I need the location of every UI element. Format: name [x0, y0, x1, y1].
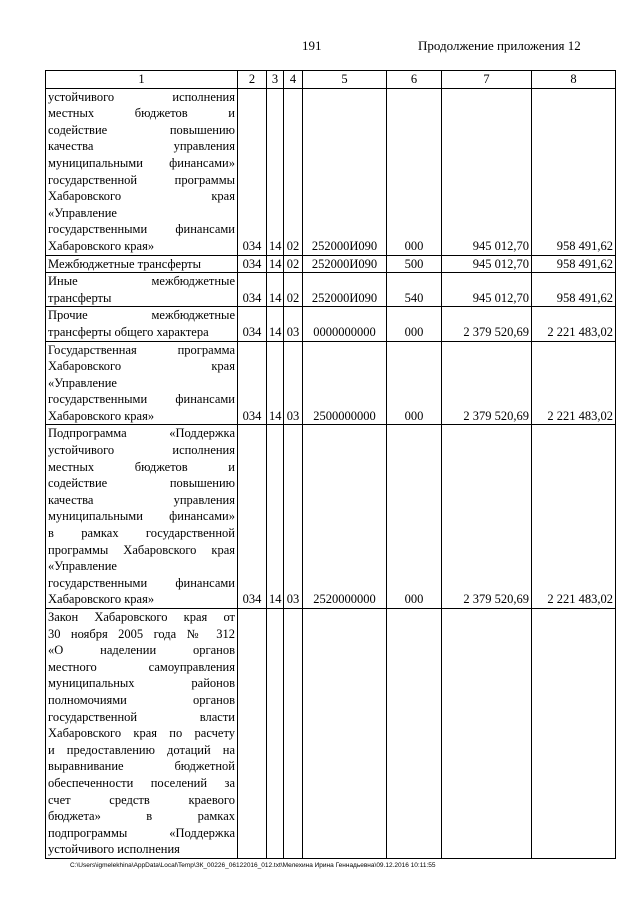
description-line: государственной власти — [48, 709, 235, 724]
description-line: качества управления — [48, 492, 235, 507]
code-glava: 034 — [238, 255, 267, 273]
column-header: 5 — [303, 71, 387, 89]
description-line: содействие повышению — [48, 122, 235, 137]
description-line: Хабаровского края» — [48, 408, 155, 423]
code-target-article: 252000И090 — [303, 88, 387, 255]
description-line: Прочие межбюджетные — [48, 308, 235, 323]
description-line: «Управление — [48, 375, 117, 390]
code-target-article — [303, 609, 387, 859]
table-row — [46, 255, 616, 273]
table-row — [46, 273, 616, 307]
description-line: Межбюджетные трансферты — [48, 256, 202, 271]
amount-year-1: 2 379 520,69 — [442, 425, 532, 609]
budget-table — [45, 70, 616, 859]
code-glava: 034 — [238, 341, 267, 425]
appendix-continuation-note: Продолжение приложения 12 — [418, 38, 581, 53]
description-line: государственными финансами — [48, 575, 235, 590]
description-line: трансферты — [48, 290, 112, 305]
file-path-footer: C:\Users\igmelekhina\AppData\Local\Temp\ЗК_00226_06122016_012.txt\Мелехина Ирина Геннадьевна\09.12.2016 10:11:55 — [70, 862, 436, 869]
description-line: «Управление — [48, 205, 117, 220]
description-line: 30 ноября 2005 года № 312 — [48, 626, 235, 641]
code-expense-type: 000 — [387, 341, 442, 425]
row-description — [46, 341, 238, 425]
column-header: 7 — [442, 71, 532, 89]
row-description — [46, 425, 238, 609]
code-glava: 034 — [238, 425, 267, 609]
code-expense-type: 000 — [387, 425, 442, 609]
amount-year-2: 958 491,62 — [532, 255, 616, 273]
amount-year-1: 945 012,70 — [442, 273, 532, 307]
table-row — [46, 609, 616, 859]
description-line: Хабаровского края — [48, 359, 235, 374]
code-subsection: 03 — [284, 425, 303, 609]
description-line: трансферты общего характера — [48, 324, 209, 339]
description-line: местных бюджетов и — [48, 106, 235, 121]
code-target-article: 2520000000 — [303, 425, 387, 609]
description-line: подпрограммы «Поддержка — [48, 825, 235, 840]
code-expense-type: 540 — [387, 273, 442, 307]
code-subsection — [284, 609, 303, 859]
description-line: Хабаровского края — [48, 189, 235, 204]
description-line: муниципальными финансами» — [48, 155, 235, 170]
code-section: 14 — [267, 341, 284, 425]
description-line: полномочиями органов — [48, 692, 235, 707]
description-line: выравнивание бюджетной — [48, 759, 235, 774]
description-line: качества управления — [48, 139, 235, 154]
amount-year-2: 958 491,62 — [532, 273, 616, 307]
table-row — [46, 88, 616, 255]
row-description — [46, 609, 238, 859]
table-header-row — [46, 71, 616, 89]
description-line: муниципальными финансами» — [48, 509, 235, 524]
code-expense-type — [387, 609, 442, 859]
code-glava: 034 — [238, 88, 267, 255]
description-line: Хабаровского края» — [48, 238, 155, 253]
description-line: «Управление — [48, 559, 117, 574]
amount-year-1: 2 379 520,69 — [442, 307, 532, 341]
code-section: 14 — [267, 273, 284, 307]
row-description — [46, 273, 238, 307]
amount-year-2 — [532, 609, 616, 859]
table-row — [46, 341, 616, 425]
code-glava — [238, 609, 267, 859]
code-expense-type: 000 — [387, 88, 442, 255]
description-line: Хабаровского края» — [48, 592, 155, 607]
description-line: обеспеченности поселений за — [48, 775, 235, 790]
code-target-article: 2500000000 — [303, 341, 387, 425]
row-description — [46, 307, 238, 341]
code-subsection: 03 — [284, 341, 303, 425]
code-expense-type: 500 — [387, 255, 442, 273]
description-line: Хабаровского края по расчету — [48, 726, 235, 741]
code-section: 14 — [267, 307, 284, 341]
description-line: программы Хабаровского края — [48, 542, 235, 557]
code-target-article: 252000И090 — [303, 255, 387, 273]
description-line: «О наделении органов — [48, 643, 235, 658]
description-line: Закон Хабаровского края от — [48, 610, 235, 624]
description-line: устойчивого исполнения — [48, 842, 180, 857]
description-line: Иные межбюджетные — [48, 274, 235, 289]
description-line: местного самоуправления — [48, 659, 235, 674]
column-header: 2 — [238, 71, 267, 89]
amount-year-2: 958 491,62 — [532, 88, 616, 255]
code-target-article: 252000И090 — [303, 273, 387, 307]
code-target-article: 0000000000 — [303, 307, 387, 341]
row-description — [46, 255, 238, 273]
column-header: 3 — [267, 71, 284, 89]
code-section: 14 — [267, 255, 284, 273]
column-header: 8 — [532, 71, 616, 89]
description-line: счет средств краевого — [48, 792, 235, 807]
description-line: устойчивого исполнения — [48, 89, 235, 104]
code-glava: 034 — [238, 307, 267, 341]
amount-year-1: 945 012,70 — [442, 88, 532, 255]
code-glava: 034 — [238, 273, 267, 307]
code-expense-type: 000 — [387, 307, 442, 341]
table-row — [46, 307, 616, 341]
amount-year-2: 2 221 483,02 — [532, 341, 616, 425]
code-section: 14 — [267, 425, 284, 609]
description-line: местных бюджетов и — [48, 459, 235, 474]
column-header: 4 — [284, 71, 303, 89]
description-line: государственными финансами — [48, 392, 235, 407]
column-header: 1 — [46, 71, 238, 89]
description-line: содействие повышению — [48, 476, 235, 491]
description-line: Подпрограмма «Поддержка — [48, 426, 235, 441]
code-subsection: 02 — [284, 273, 303, 307]
column-header: 6 — [387, 71, 442, 89]
amount-year-1: 2 379 520,69 — [442, 341, 532, 425]
description-line: в рамках государственной — [48, 526, 235, 541]
amount-year-2: 2 221 483,02 — [532, 425, 616, 609]
amount-year-2: 2 221 483,02 — [532, 307, 616, 341]
code-subsection: 03 — [284, 307, 303, 341]
page-number: 191 — [302, 38, 322, 53]
description-line: государственной программы — [48, 172, 235, 187]
description-line: устойчивого исполнения — [48, 443, 235, 458]
row-description — [46, 88, 238, 255]
code-subsection: 02 — [284, 255, 303, 273]
description-line: бюджета» в рамках — [48, 809, 235, 824]
description-line: государственными финансами — [48, 222, 235, 237]
description-line: и предоставлению дотаций на — [48, 742, 235, 757]
table-row — [46, 425, 616, 609]
code-section: 14 — [267, 88, 284, 255]
code-subsection: 02 — [284, 88, 303, 255]
amount-year-1 — [442, 609, 532, 859]
description-line: Государственная программа — [48, 342, 235, 357]
description-line: муниципальных районов — [48, 676, 235, 691]
code-section — [267, 609, 284, 859]
amount-year-1: 945 012,70 — [442, 255, 532, 273]
